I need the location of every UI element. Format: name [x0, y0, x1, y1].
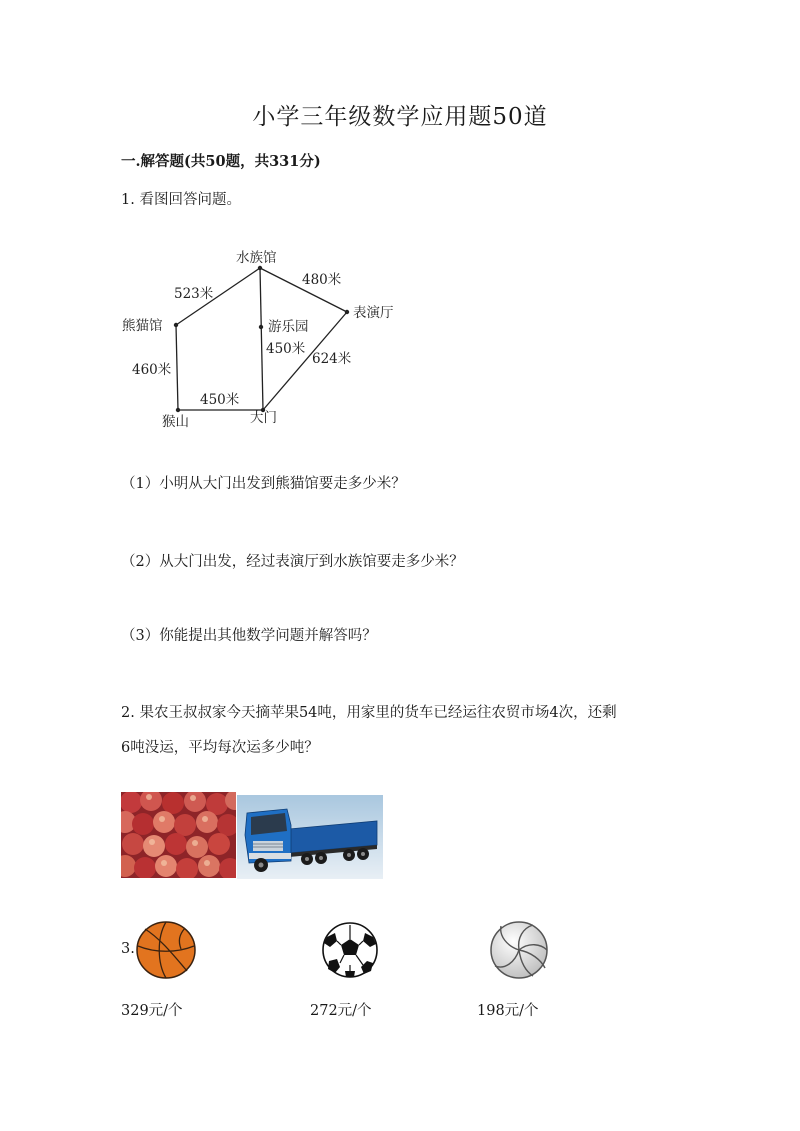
- label-show-hall: 表演厅: [353, 305, 394, 321]
- label-panda: 熊猫馆: [122, 318, 163, 334]
- show-hall-dot: [345, 310, 349, 314]
- label-gate: 大门: [250, 410, 277, 426]
- basketball-price: 329元/个: [121, 1003, 183, 1019]
- monkey-dot: [176, 408, 180, 412]
- dist-panda-aquarium: 523米: [174, 286, 214, 302]
- dist-show-gate: 624米: [312, 351, 352, 367]
- apples-image: [121, 792, 236, 878]
- basketball-icon: [135, 919, 197, 981]
- volleyball-icon: [489, 920, 549, 980]
- panda-dot: [174, 323, 178, 327]
- section-heading: 一.解答题(共50题，共331分): [121, 153, 321, 170]
- label-monkey: 猴山: [162, 414, 189, 430]
- dist-aquarium-show: 480米: [302, 272, 342, 288]
- truck-image: [237, 795, 383, 879]
- dist-panda-monkey: 460米: [132, 362, 172, 378]
- zoo-map-diagram: [118, 240, 418, 435]
- question-2-line-2: 6吨没运，平均每次运多少吨？: [121, 740, 319, 756]
- dist-playground-gate: 450米: [266, 341, 306, 357]
- label-playground: 游乐园: [268, 319, 309, 335]
- question-1-part-1: （1）小明从大门出发到熊猫馆要走多少米？: [121, 476, 406, 492]
- dist-monkey-gate: 450米: [200, 392, 240, 408]
- soccer-ball-price: 272元/个: [310, 1003, 372, 1019]
- soccer-ball-icon: [321, 921, 379, 979]
- page-title: 小学三年级数学应用题50道: [252, 104, 548, 130]
- question-3-number: 3.: [121, 941, 135, 957]
- question-1-part-2: （2）从大门出发，经过表演厅到水族馆要走多少米？: [121, 554, 464, 570]
- label-aquarium: 水族馆: [236, 250, 277, 266]
- aquarium-dot: [258, 266, 262, 270]
- question-2-line-1: 2. 果农王叔叔家今天摘苹果54吨，用家里的货车已经运往农贸市场4次，还剩: [121, 705, 617, 721]
- question-1-part-3: （3）你能提出其他数学问题并解答吗？: [121, 628, 377, 644]
- volleyball-price: 198元/个: [477, 1003, 539, 1019]
- playground-dot: [259, 325, 263, 329]
- question-1: 1. 看图回答问题。: [121, 192, 241, 208]
